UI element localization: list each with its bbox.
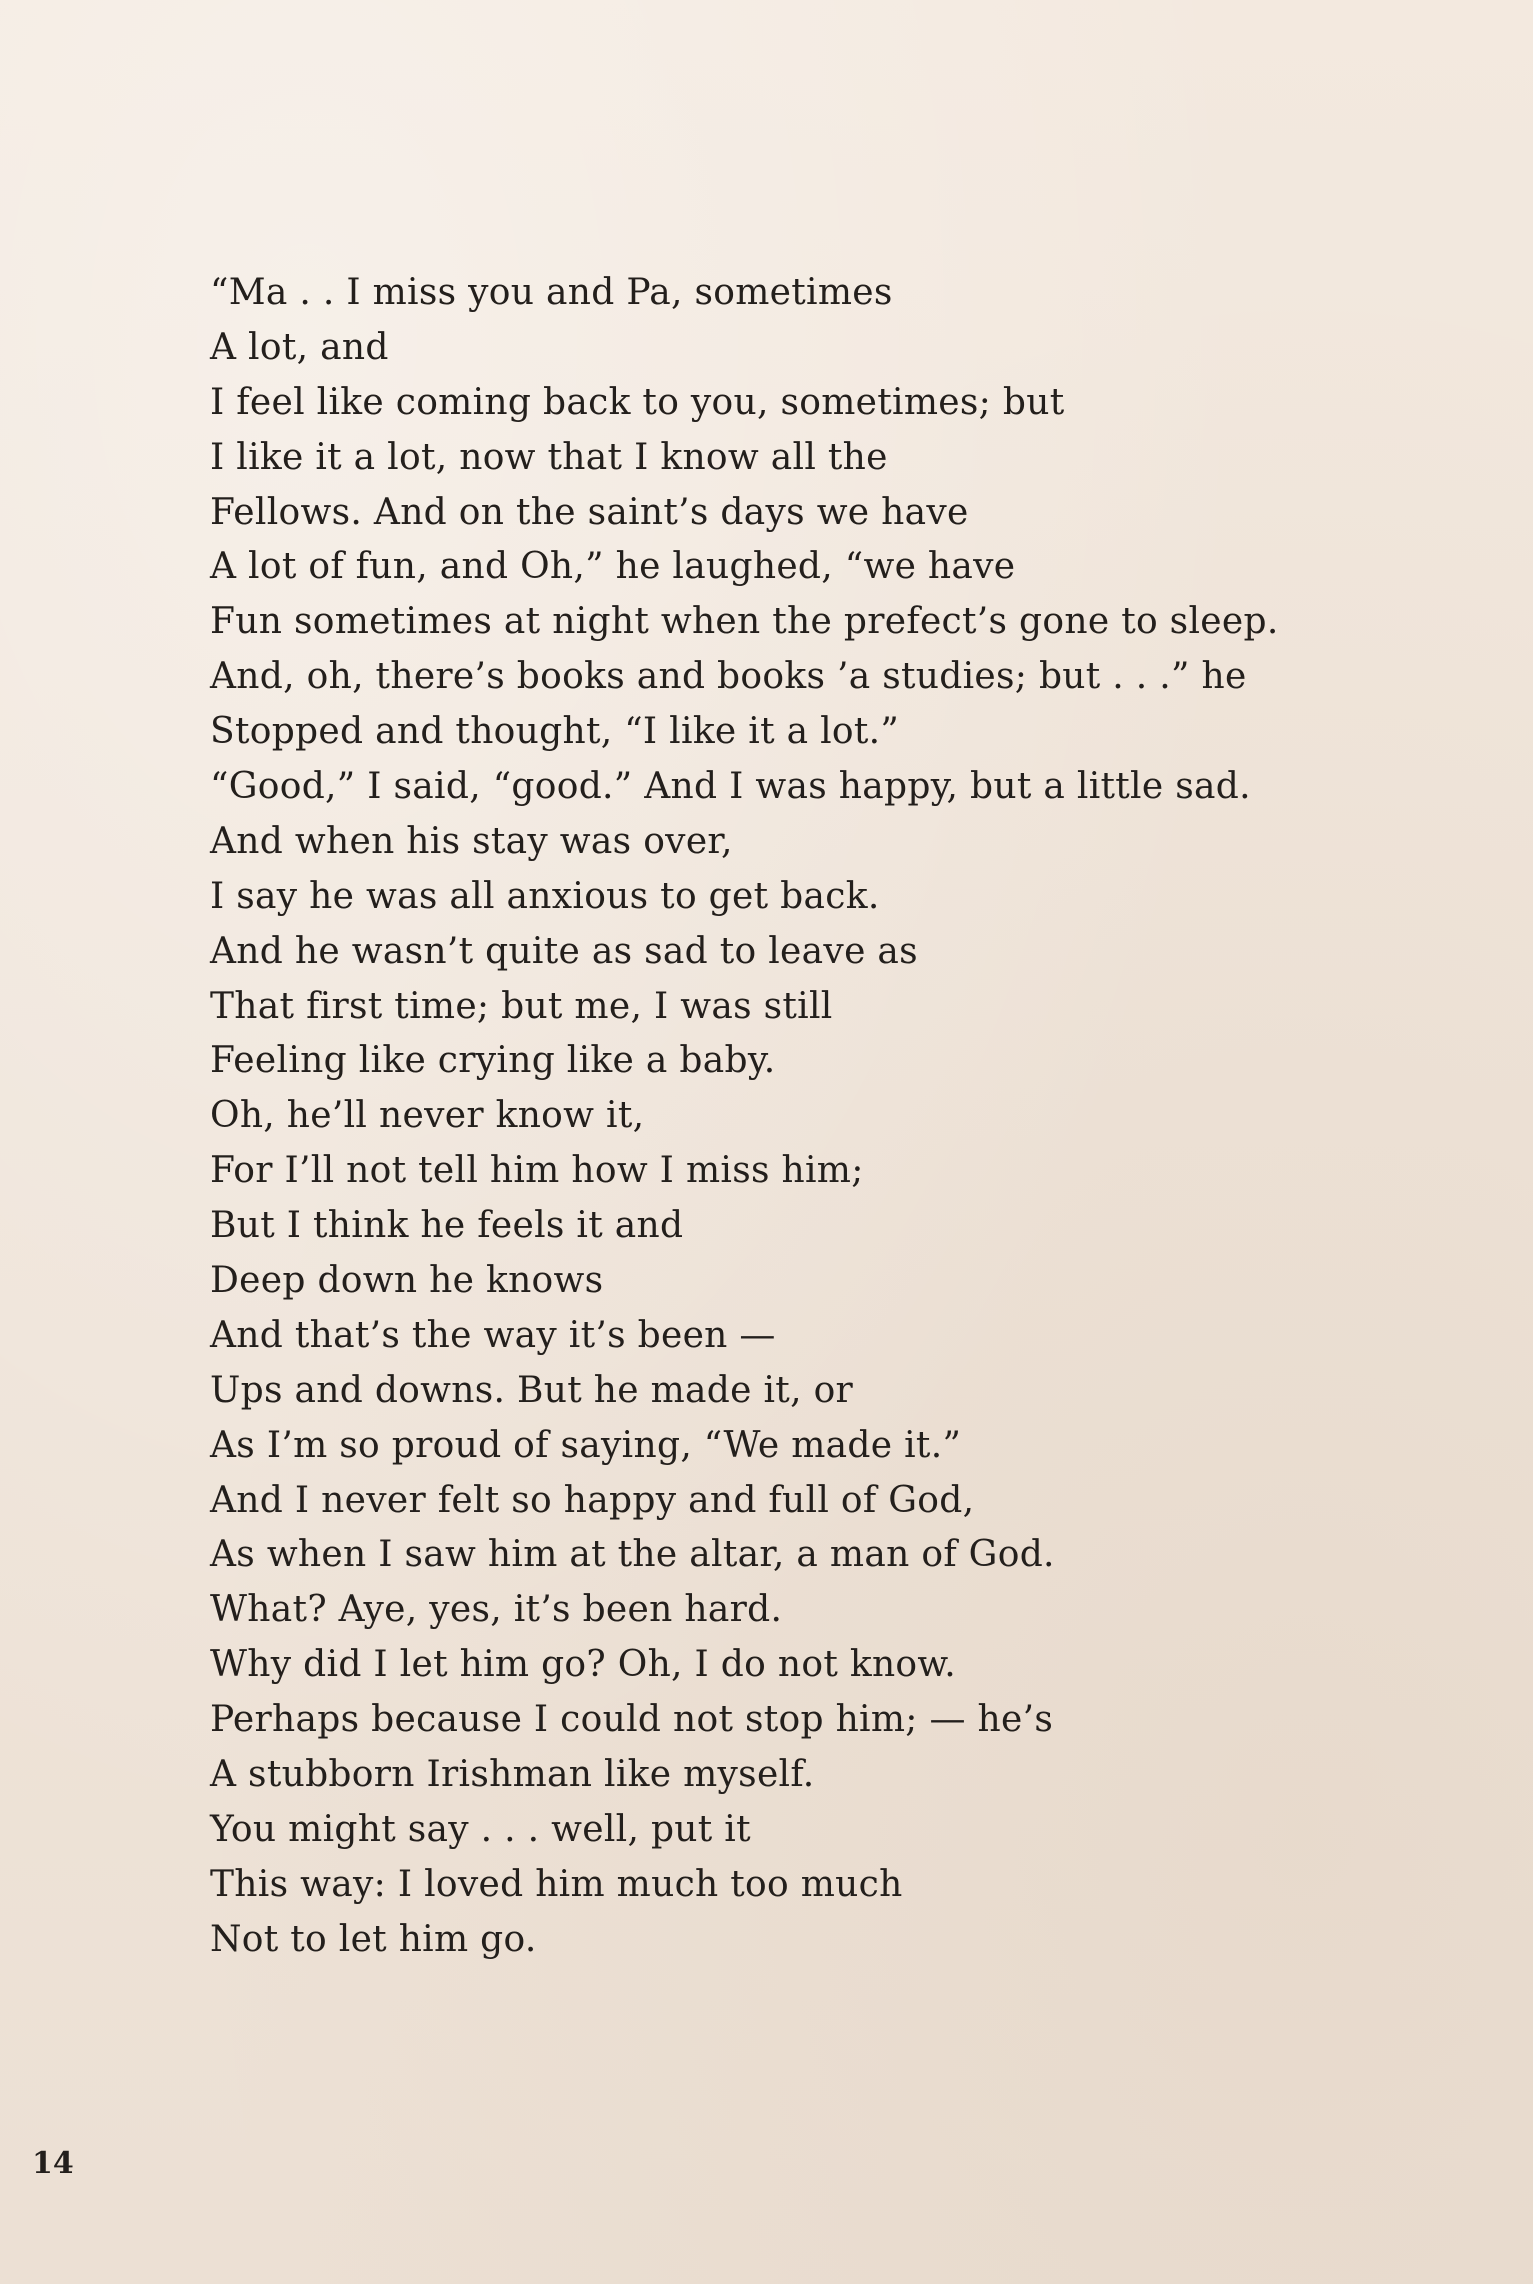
page-number: 14: [32, 2146, 74, 2181]
poem-line: Fun sometimes at night when the prefect’s gone to sleep.: [210, 601, 1279, 643]
poem-line: What? Aye, yes, it’s been hard.: [210, 1589, 783, 1631]
poem-line: And, oh, there’s books and books ’a studies; but . . .” he: [210, 656, 1247, 698]
poem-line: A lot of fun, and Oh,” he laughed, “we have: [210, 546, 1016, 588]
poem-text: [210, 266, 1430, 1968]
poem-line: And that’s the way it’s been —: [210, 1314, 776, 1356]
poem-line: Deep down he knows: [210, 1260, 604, 1302]
poem-line: And he wasn’t quite as sad to leave as: [210, 930, 918, 972]
poem-line: And when his stay was over,: [210, 820, 733, 862]
poem-line: A lot, and: [210, 326, 389, 368]
poem-line: Fellows. And on the saint’s days we have: [210, 491, 969, 533]
poem-line: You might say . . . well, put it: [210, 1808, 751, 1850]
poem-line: Stopped and thought, “I like it a lot.”: [210, 711, 900, 753]
poem-line: Feeling like crying like a baby.: [210, 1040, 776, 1082]
poem-line: A stubborn Irishman like myself.: [210, 1754, 815, 1796]
poem-line: “Good,” I said, “good.” And I was happy, but a little sad.: [210, 766, 1251, 808]
poem-line: As when I saw him at the altar, a man of God.: [210, 1534, 1055, 1576]
poem-line: But I think he feels it and: [210, 1205, 684, 1247]
poem-line: Why did I let him go? Oh, I do not know.: [210, 1644, 956, 1686]
poem-line: Ups and downs. But he made it, or: [210, 1369, 854, 1411]
poem-line: Perhaps because I could not stop him; — he’s: [210, 1699, 1054, 1741]
poem-line: “Ma . . I miss you and Pa, sometimes: [210, 272, 893, 313]
poem-line: Oh, he’ll never know it,: [210, 1095, 645, 1137]
poem-line: This way: I loved him much too much: [210, 1863, 903, 1905]
poem-line: I like it a lot, now that I know all the: [210, 436, 888, 478]
poem-line: And I never felt so happy and full of God,: [210, 1479, 975, 1521]
poem-line: I feel like coming back to you, sometimes; but: [210, 381, 1065, 423]
poem-line: Not to let him go.: [210, 1918, 537, 1960]
poem-line: For I’ll not tell him how I miss him;: [210, 1150, 864, 1192]
poem-line: As I’m so proud of saying, “We made it.”: [210, 1424, 962, 1466]
poem-line: I say he was all anxious to get back.: [210, 875, 880, 917]
poem-line: That first time; but me, I was still: [210, 985, 833, 1027]
